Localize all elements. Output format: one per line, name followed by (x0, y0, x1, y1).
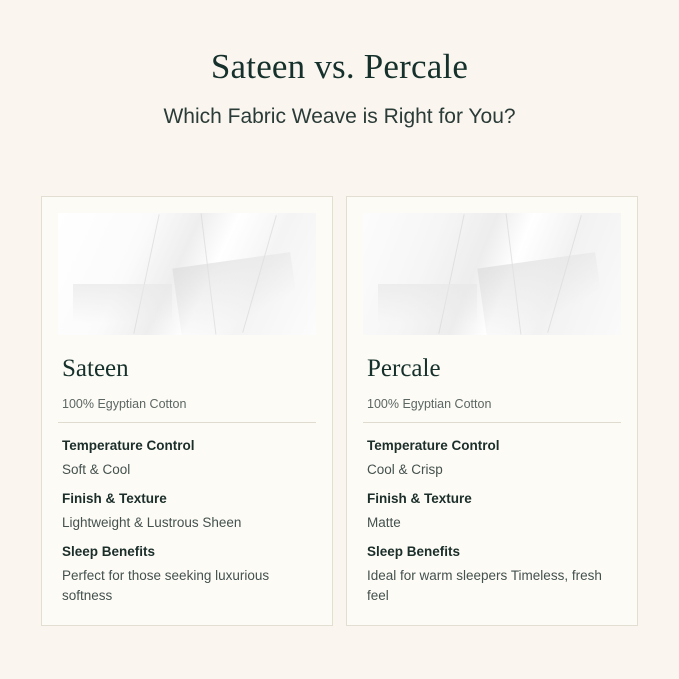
card-title: Sateen (62, 355, 129, 383)
spec-value-temperature: Soft & Cool (62, 461, 131, 477)
fabric-shading (378, 284, 476, 333)
sateen-fabric-photo (58, 213, 316, 335)
spec-value-sleep: Perfect for those seeking luxurious softness (62, 568, 270, 603)
card-material: 100% Egyptian Cotton (367, 397, 492, 412)
spec-label-temperature: Temperature Control (367, 438, 500, 454)
spec-value-sleep: Ideal for warm sleepers Timeless, fresh feel (367, 568, 602, 603)
fabric-shading (172, 252, 300, 336)
page-header (0, 0, 679, 130)
page-title: Sateen vs. Percale (210, 47, 469, 86)
card-sateen (41, 196, 333, 626)
fabric-shading (477, 252, 605, 336)
card-title: Percale (367, 355, 441, 383)
percale-fabric-photo (363, 213, 621, 335)
comparison-cards (41, 196, 638, 626)
spec-value-temperature: Cool & Crisp (367, 461, 443, 477)
spec-label-finish: Finish & Texture (367, 491, 472, 507)
spec-label-finish: Finish & Texture (62, 491, 167, 507)
page-subtitle: Which Fabric Weave is Right for You? (163, 105, 516, 128)
spec-list (58, 437, 316, 605)
fabric-shading (73, 284, 171, 333)
card-divider (363, 422, 621, 423)
card-divider (58, 422, 316, 423)
card-material: 100% Egyptian Cotton (62, 397, 187, 412)
spec-value-finish: Lightweight & Lustrous Sheen (62, 514, 242, 530)
spec-label-sleep: Sleep Benefits (62, 544, 156, 560)
spec-value-finish: Matte (367, 514, 401, 530)
card-percale (346, 196, 638, 626)
spec-label-temperature: Temperature Control (62, 438, 195, 454)
spec-list (363, 437, 621, 605)
spec-label-sleep: Sleep Benefits (367, 544, 461, 560)
